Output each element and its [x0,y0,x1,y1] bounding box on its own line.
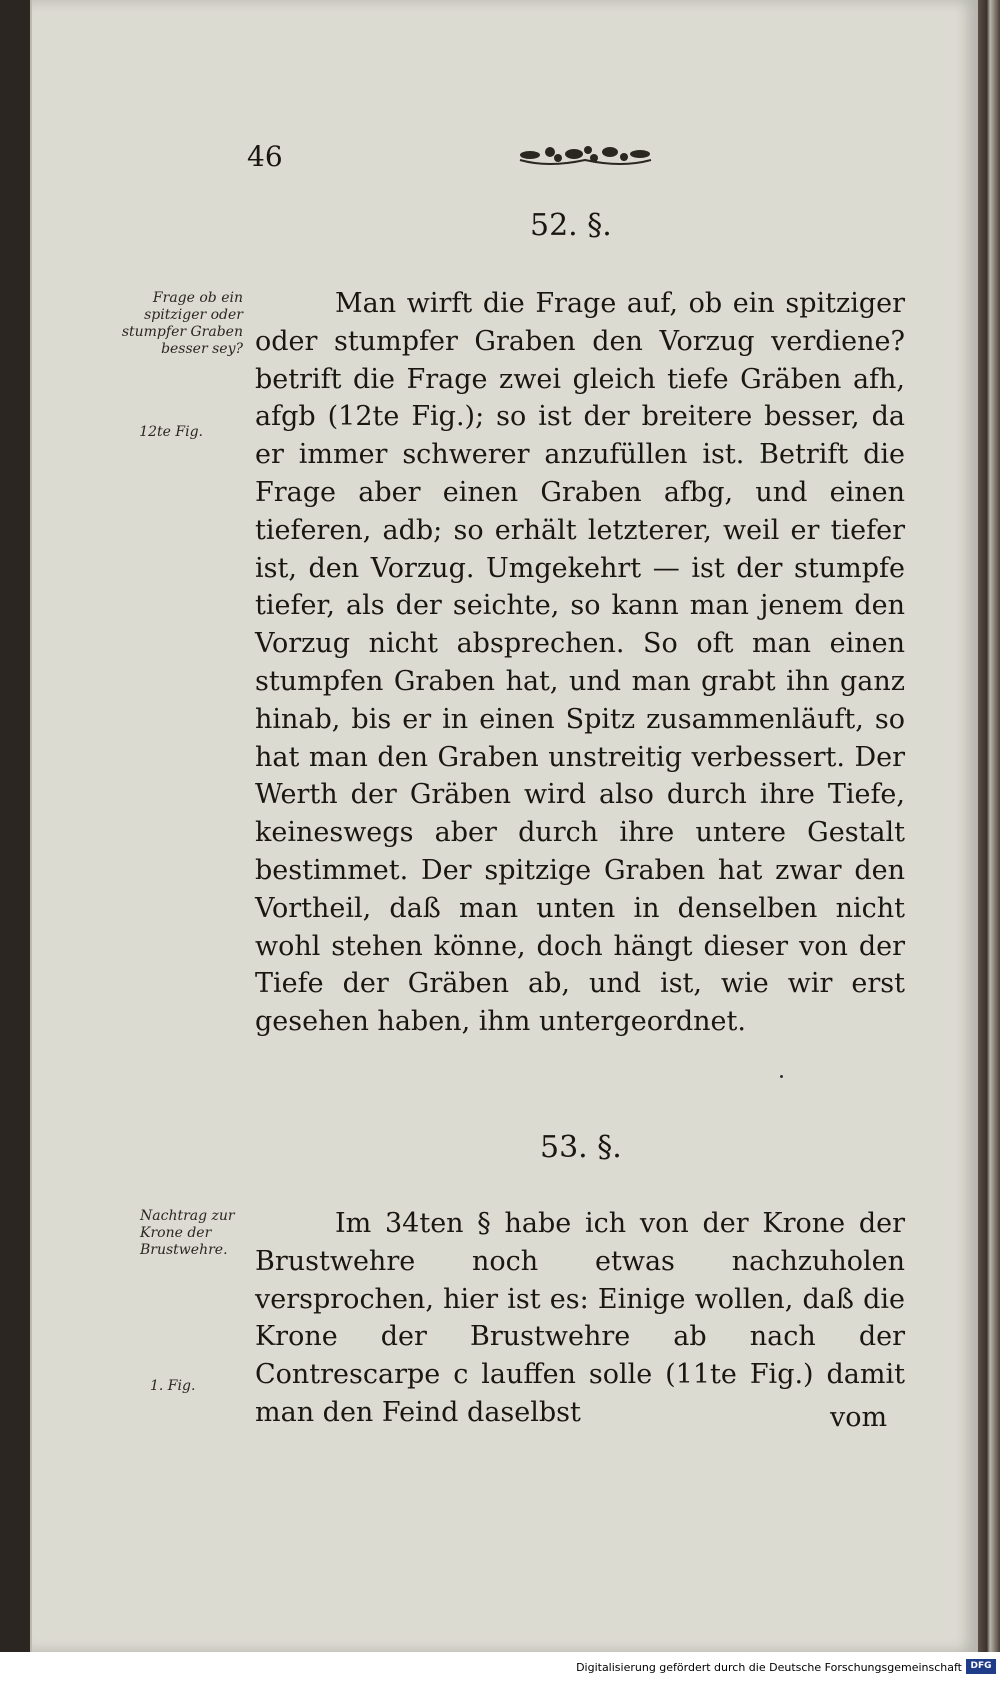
ornament-icon [518,140,653,170]
book-edge [978,0,1000,1652]
page-number: 46 [247,140,283,173]
dfg-logo: DFG [966,1659,996,1674]
footer-credit: Digitalisierung gefördert durch die Deutsche Forschungsgemeinschaft [576,1661,962,1674]
section-heading: 52. §. [530,208,612,243]
section-heading: 53. §. [540,1130,622,1165]
section-text: Im 34ten § habe ich von der Krone der Brustwehre noch etwas nachzuholen versprochen, hier ist es: Einige wollen, daß die Krone der Brustwehre ab nach der Contrescarpe c lauffen solle (11te Fig.) damit man den Feind daselbst [255,1208,905,1428]
figure-reference: 12te Fig. [139,424,203,440]
margin-note: Frage ob ein spitziger oder stumpfer Graben besser sey? [121,290,243,357]
catchword: vom [830,1402,888,1433]
footer-bar [0,1652,1000,1681]
section-text: Man wirft die Frage auf, ob ein spitziger oder stumpfer Graben den Vorzug verdiene? betrift die Frage zwei gleich tiefe Gräben afh, afgb (12te Fig.); so ist der breitere besser, da er immer schwerer anzufüllen ist. Betrift die Frage aber einen Graben afbg, und einen tieferen, adb; so erhält letzterer, weil er tiefer ist, den Vorzug. Umgekehrt — ist der stumpfe tiefer, als der seichte, so kann man jenem den Vorzug nicht absprechen. So oft man einen stumpfen Graben hat, und man grabt ihn ganz hinab, bis er in einen Spitz zusammenläuft, so hat man den Graben unstreitig verbessert. Der Werth der Gräben wird also durch ihre Tiefe, keineswegs aber durch ihre untere Gestalt bestimmet. Der spitzige Graben hat zwar den Vortheil, daß man unten in denselben nicht wohl stehen könne, doch hängt dieser von der Tiefe der Gräben ab, und ist, wie wir erst gesehen haben, ihm untergeordnet. [255,288,905,1038]
ink-speck [780,1075,783,1078]
figure-reference: 1. Fig. [150,1378,196,1394]
margin-note: Nachtrag zur Krone der Brustwehre. [140,1208,235,1258]
